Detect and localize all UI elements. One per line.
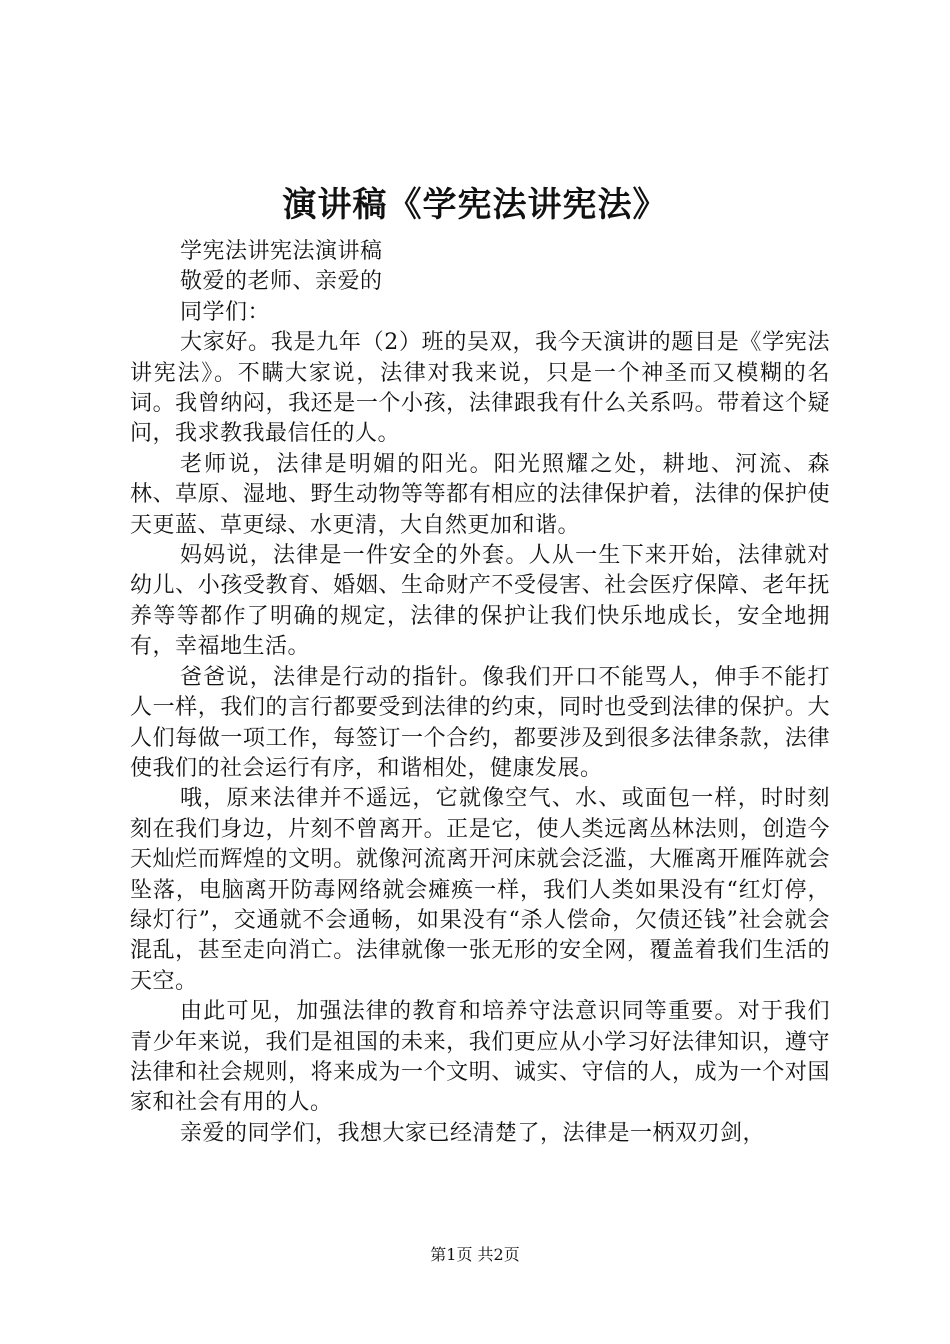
paragraph: 亲爱的同学们，我想大家已经清楚了，法律是一柄双刃剑， [180, 1120, 766, 1146]
document-title: 演讲稿《学宪法讲宪法》 [282, 185, 668, 225]
document-body [130, 237, 830, 1149]
paragraph: 由此可见，加强法律的教育和培养守法意识同等重要。对于我们青少年来说，我们是祖国的未来，我们更应从小学习好法律知识，遵守法律和社会规则，将来成为一个文明、诚实、守信的人，成为一个对国家和社会有用的人。 [130, 999, 830, 1116]
paragraph: 老师说，法律是明媚的阳光。阳光照耀之处，耕地、河流、森林、草原、湿地、野生动物等等都有相应的法律保护着，法律的保护使天更蓝、草更绿、水更清，大自然更加和谐。 [130, 451, 830, 538]
page-footer: 第1页 共2页 [430, 1245, 520, 1264]
paragraph: 大家好。我是九年（2）班的吴双，我今天演讲的题目是《学宪法讲宪法》。不瞒大家说，法律对我来说，只是一个神圣而又模糊的名词。我曾纳闷，我还是一个小孩，法律跟我有什么关系吗。带着这个疑问，我求教我最信任的人。 [130, 330, 830, 447]
salutation-line: 敬爱的老师、亲爱的 [180, 269, 383, 295]
paragraph: 妈妈说，法律是一件安全的外套。人从一生下来开始，法律就对幼儿、小孩受教育、婚姻、生命财产不受侵害、社会医疗保障、老年抚养等等都作了明确的规定，法律的保护让我们快乐地成长，安全地拥有，幸福地生活。 [130, 543, 830, 660]
subtitle-line: 学宪法讲宪法演讲稿 [180, 239, 383, 264]
paragraph: 爸爸说，法律是行动的指针。像我们开口不能骂人，伸手不能打人一样，我们的言行都要受到法律的约束，同时也受到法律的保护。大人们每做一项工作，每签订一个合约，都要涉及到很多法律条款，法律使我们的社会运行有序，和谐相处，健康发展。 [130, 664, 830, 781]
salutation-line: 同学们： [180, 299, 271, 325]
paragraph: 哦，原来法律并不遥远，它就像空气、水、或面包一样，时时刻刻在我们身边，片刻不曾离开。正是它，使人类远离丛林法则，创造今天灿烂而辉煌的文明。就像河流离开河床就会泛滥，大雁离开雁阵就会坠落，电脑离开防毒网络就会瘫痪一样，我们人类如果没有“红灯停，绿灯行”，交通就不会通畅，如果没有“杀人偿命，欠债还钱”社会就会混乱，甚至走向消亡。法律就像一张无形的安全网，覆盖着我们生活的天空。 [130, 786, 830, 994]
